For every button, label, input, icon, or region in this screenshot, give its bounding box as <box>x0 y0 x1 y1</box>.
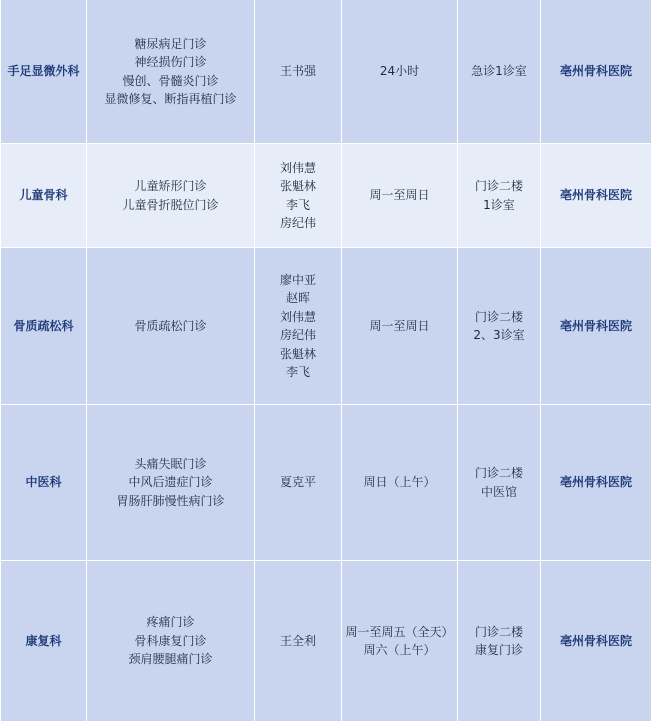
doctor-name: 李飞 <box>255 196 341 215</box>
hospital-name: 亳州骨科医院 <box>560 319 632 333</box>
clinics-cell <box>87 0 255 144</box>
clinic-name: 糖尿病足门诊 <box>87 35 254 54</box>
doctors-cell <box>255 561 342 722</box>
doctors-cell <box>255 0 342 144</box>
location-text: 门诊二楼 <box>458 464 540 483</box>
time-cell <box>342 0 458 144</box>
hospital-cell <box>541 0 651 144</box>
doctor-name: 王书强 <box>255 62 341 81</box>
table-row <box>1 561 651 722</box>
hospital-name: 亳州骨科医院 <box>560 475 632 489</box>
department-cell <box>1 405 87 561</box>
doctor-name: 房纪伟 <box>255 214 341 233</box>
location-text: 门诊二楼 <box>458 623 540 642</box>
hospital-name: 亳州骨科医院 <box>560 188 632 202</box>
doctors-cell <box>255 248 342 405</box>
clinic-name: 慢创、骨髓炎门诊 <box>87 72 254 91</box>
clinic-name: 骨质疏松门诊 <box>87 317 254 336</box>
doctor-name: 夏克平 <box>255 473 341 492</box>
table-row <box>1 144 651 248</box>
clinics-cell <box>87 144 255 248</box>
location-text: 门诊二楼 <box>458 177 540 196</box>
clinic-name: 儿童骨折脱位门诊 <box>87 196 254 215</box>
schedule-time: 周一至周日 <box>342 317 457 336</box>
doctor-name: 房纪伟 <box>255 326 341 345</box>
department-cell <box>1 0 87 144</box>
department-name: 骨质疏松科 <box>13 319 73 333</box>
doctors-cell <box>255 405 342 561</box>
time-cell <box>342 561 458 722</box>
clinic-name: 儿童矫形门诊 <box>87 177 254 196</box>
department-name: 儿童骨科 <box>19 188 67 202</box>
doctor-name: 刘伟慧 <box>255 159 341 178</box>
clinic-name: 疼痛门诊 <box>87 613 254 632</box>
doctor-name: 李飞 <box>255 363 341 382</box>
department-cell <box>1 561 87 722</box>
time-cell <box>342 405 458 561</box>
location-text: 2、3诊室 <box>458 326 540 345</box>
department-name: 手足显微外科 <box>7 64 79 78</box>
hospital-cell <box>541 248 651 405</box>
location-text: 门诊二楼 <box>458 308 540 327</box>
location-cell <box>458 144 541 248</box>
department-name: 中医科 <box>25 475 61 489</box>
doctor-name: 张魁林 <box>255 177 341 196</box>
table-row <box>1 248 651 405</box>
schedule-time: 周日（上午） <box>342 473 457 492</box>
location-cell <box>458 0 541 144</box>
time-cell <box>342 248 458 405</box>
clinics-cell <box>87 248 255 405</box>
hospital-cell <box>541 561 651 722</box>
clinic-name: 神经损伤门诊 <box>87 53 254 72</box>
location-cell <box>458 405 541 561</box>
table-row <box>1 0 651 144</box>
doctor-name: 刘伟慧 <box>255 308 341 327</box>
department-name: 康复科 <box>25 634 61 648</box>
location-text: 急诊1诊室 <box>458 62 540 81</box>
clinic-name: 头痛失眠门诊 <box>87 455 254 474</box>
hospital-cell <box>541 405 651 561</box>
schedule-time: 24小时 <box>342 62 457 81</box>
hospital-cell <box>541 144 651 248</box>
clinic-name: 胃肠肝肺慢性病门诊 <box>87 492 254 511</box>
clinic-name: 中风后遗症门诊 <box>87 473 254 492</box>
location-text: 中医馆 <box>458 483 540 502</box>
location-cell <box>458 561 541 722</box>
doctor-name: 廖中亚 <box>255 271 341 290</box>
clinic-name: 骨科康复门诊 <box>87 632 254 651</box>
schedule-time: 周一至周日 <box>342 186 457 205</box>
schedule-time: 周一至周五（全天） <box>342 623 457 642</box>
doctor-name: 王全利 <box>255 632 341 651</box>
time-cell <box>342 144 458 248</box>
department-cell <box>1 248 87 405</box>
table-row <box>1 405 651 561</box>
clinics-cell <box>87 561 255 722</box>
doctor-name: 张魁林 <box>255 345 341 364</box>
clinic-name: 显微修复、断指再植门诊 <box>87 90 254 109</box>
doctor-name: 赵晖 <box>255 289 341 308</box>
clinics-cell <box>87 405 255 561</box>
hospital-name: 亳州骨科医院 <box>560 634 632 648</box>
department-cell <box>1 144 87 248</box>
schedule-time: 周六（上午） <box>342 641 457 660</box>
location-cell <box>458 248 541 405</box>
clinic-name: 颈肩腰腿痛门诊 <box>87 650 254 669</box>
location-text: 康复门诊 <box>458 641 540 660</box>
location-text: 1诊室 <box>458 196 540 215</box>
doctors-cell <box>255 144 342 248</box>
hospital-name: 亳州骨科医院 <box>560 64 632 78</box>
